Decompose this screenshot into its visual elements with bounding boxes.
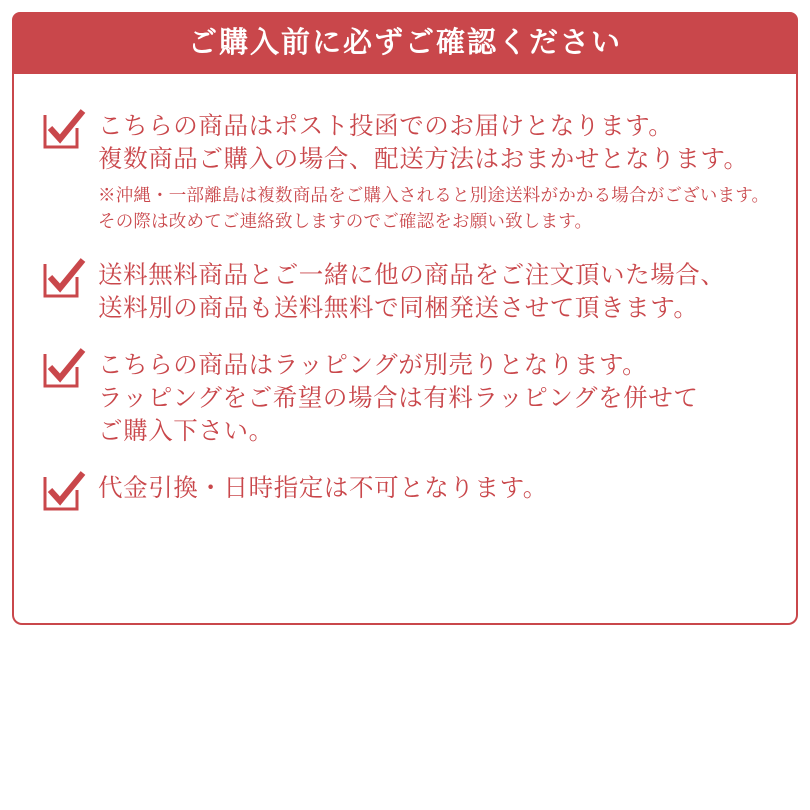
list-item-text	[98, 108, 769, 235]
notice-line: ご購入下さい。	[98, 417, 274, 445]
notice-line: 送料無料商品とご一緒に他の商品をご注文頂いた場合、	[98, 261, 726, 289]
notice-line-note: その際は改めてご連絡致しますのでご確認をお願い致します。	[98, 211, 593, 232]
notice-line: 代金引換・日時指定は不可となります。	[98, 474, 548, 502]
list-item	[42, 108, 768, 235]
list-item-text	[98, 347, 768, 448]
list-item	[42, 470, 768, 514]
page-title: ご購入前に必ずご確認ください	[187, 26, 622, 59]
notice-line: 送料別の商品も送料無料で同梱発送させて頂きます。	[98, 294, 699, 322]
purchase-notice-card	[12, 12, 798, 625]
notice-line: こちらの商品はラッピングが別売りとなります。	[98, 351, 648, 379]
checkmark-icon	[42, 470, 86, 514]
notice-header	[12, 12, 798, 74]
notice-line-note: ※沖縄・一部離島は複数商品をご購入されると別途送料がかかる場合がございます。	[98, 185, 770, 206]
checkmark-icon	[42, 108, 86, 152]
list-item-text	[98, 470, 768, 505]
notice-body	[12, 74, 798, 625]
checkmark-icon	[42, 347, 86, 391]
list-item-text	[98, 257, 768, 325]
notice-line: ラッピングをご希望の場合は有料ラッピングを併せて	[98, 384, 699, 412]
checkmark-icon	[42, 257, 86, 301]
list-item	[42, 257, 768, 325]
list-item	[42, 347, 768, 448]
notice-line: こちらの商品はポスト投函でのお届けとなります。	[98, 113, 674, 140]
notice-line: 複数商品ご購入の場合、配送方法はおまかせとなります。	[98, 146, 749, 174]
